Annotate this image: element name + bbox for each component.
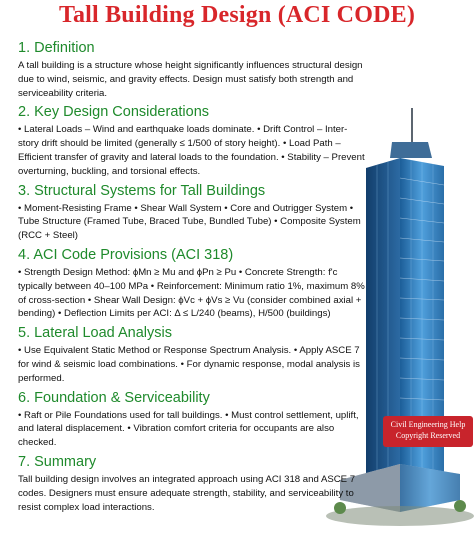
document-body [18,40,368,518]
section-text: Tall building design involves an integrated approach using ACI 318 and ASCE 7 codes. Designers must ensure adequate strength, stability, and serviceability to resist complex load interactions. [18,473,356,513]
section-lateral-load [18,325,368,385]
page-title: Tall Building Design (ACI CODE) [58,2,416,28]
copyright-watermark [383,416,473,447]
section-heading: 3. Structural Systems for Tall Buildings [18,182,266,199]
section-heading: 1. Definition [18,40,95,56]
watermark-line1: Civil Engineering Help [390,420,466,429]
section-text: • Moment-Resisting Frame • Shear Wall System • Core and Outrigger System • Tube Structure (Framed Tube, Braced Tube, Bundled Tube) • Composite System (RCC + Steel) [18,202,361,242]
section-heading: 4. ACI Code Provisions (ACI 318) [18,246,234,263]
section-definition [18,40,368,100]
section-text: A tall building is a structure whose height significantly influences structural design due to wind, seismic, and gravity effects. Design must satisfy both strength and serviceability criteria. [18,60,363,99]
section-aci-provisions [18,247,368,321]
section-text: • Use Equivalent Static Method or Response Spectrum Analysis. • Apply ASCE 7 for wind & seismic load combinations. • For dynamic response, modal analysis is performed. [18,345,360,384]
section-text: • Strength Design Method: ϕMn ≥ Mu and ϕPn ≥ Pu • Concrete Strength: f'c typically between 40–100 MPa • Reinforcement: Minimum ratio 1%, maximum 8% of cross-section • Shear Wall Design: ϕVc + ϕVs ≥ Vu (consider combined axial + bending) • Deflection Limits per ACI: Δ ≤ L/240 (beams), H/500 (buildings) [18,266,365,320]
section-heading: 5. Lateral Load Analysis [18,325,172,342]
section-summary [18,454,368,514]
section-text: • Lateral Loads – Wind and earthquake loads dominate. • Drift Control – Inter-story drift should be limited (generally ≤ 1/500 of story height). • Load Path – Efficient transfer of gravity and lateral loads to the foundation. • Stability – Prevent overturning, buckling, and torsional effects. [18,124,365,177]
section-heading: 7. Summary [18,453,97,470]
section-heading: 2. Key Design Considerations [18,104,210,121]
section-text: • Raft or Pile Foundations used for tall buildings. • Must control settlement, uplift, and lateral displacement. • Vibration comfort criteria for occupants are also checked. [18,409,359,449]
section-structural-systems [18,183,368,243]
watermark-line2: Copyright Reserved [395,431,461,440]
section-heading: 6. Foundation & Serviceability [18,389,210,406]
section-foundation [18,390,368,450]
section-key-design [18,104,368,178]
